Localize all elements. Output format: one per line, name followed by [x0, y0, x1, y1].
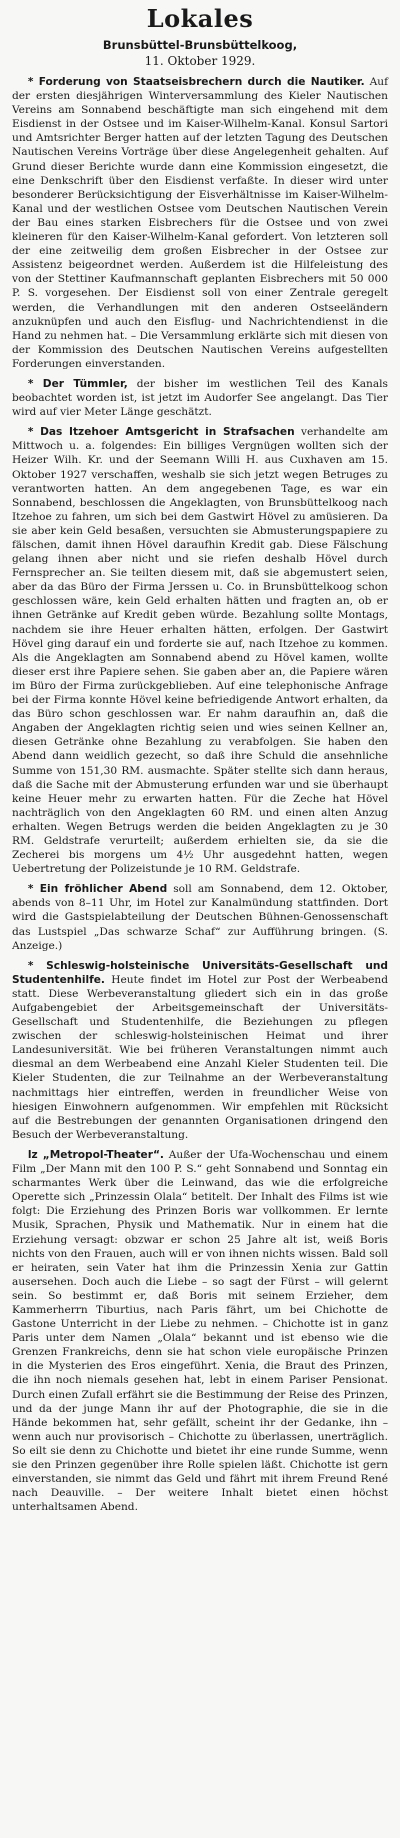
place-line: Brunsbüttel-Brunsbüttelkoog, [102, 38, 298, 52]
article-headline: * Der Tümmler, [27, 377, 128, 390]
article-universitaets-gesellschaft [12, 959, 388, 1142]
article-eisbrecher [12, 75, 388, 371]
date-line: 11. Oktober 1929. [144, 54, 256, 68]
article-headline: * Schleswig-holsteinische Universitäts-Gesellschaft und Studentenhilfe. [12, 959, 388, 986]
article-headline: * Ein fröhlicher Abend [27, 883, 168, 896]
masthead [12, 6, 388, 69]
article-amtsgericht [12, 425, 388, 876]
article-body: der bisher im westlichen Teil des Kanals beobachtet worden ist, ist jetzt im Audorfer See angelangt. Das Tier wird auf vier Meter Länge geschätzt. [12, 377, 388, 419]
article-body: Auf der ersten diesjährigen Winterversammlung des Kieler Nautischen Vereins am Sonnabend beschäftigte man sich eingehend mit dem Eisdienst in der Ostsee und im Kaiser-Wilhelm-Kanal. Konsul Sartori und Amtsrichter Berger hatten auf der letzten Tagung des Deutschen Nautischen Vereins Vorträge über diese Angelegenheit gehalten. Auf Grund dieser Berichte wurde dann eine Kommission eingesetzt, die eine Denkschrift über den Eisdienst verfaßte. In dieser wird unter besonderer Berücksichtigung der Eisverhältnisse im Kaiser-Wilhelm-Kanal und der westlichen Ostsee vom Deutschen Nautischen Verein der Bau eines starken Eisbrechers für die Ostsee und von zwei kleineren für den Kaiser-Wilhelm-Kanal gefordert. Von letzteren soll der eine zeitweilig dem großen Eisbrecher in der Ostsee zur Assistenz beigeordnet werden. Außerdem ist die Hilfeleistung des von der Stettiner Kaufmannschaft geplanten Eisbrechers mit 50 000 P. S. vorgesehen. Der Eisdienst soll von einer Zentrale geregelt werden, die Verhandlungen mit den anderen Ostseeländern anzuknüpfen und auch den Eisflug- und Nachrichtendienst in die Hand zu nehmen hat. – Die Versammlung erklärte sich mit diesen von der Kommission des Deutschen Nautischen Vereins aufgestellten Forderungen einverstanden. [12, 76, 389, 370]
article-body: Heute findet im Hotel zur Post der Werbeabend statt. Diese Werbeveranstaltung gliedert sich ein in das große Aufgabengebiet der Arbeitsgemeinschaft der Universitäts-Gesellschaft und Studentenhilfe, die Beziehungen zu pflegen zwischen der schleswig-holsteinischen Heimat und ihrer Landesuniversität. Wie bei früheren Veranstaltungen nimmt auch diesmal an dem Werbeabend eine Anzahl Kieler Studenten teil. Die Kieler Studenten, die zur Teilnahme an der Werbeveranstaltung nachmittags hier eintreffen, werden in freundlicher Weise von hiesigen Einwohnern aufgenommen. Wir empfehlen mit Rücksicht auf die Bestrebungen der genannten Organisationen dringend den Besuch der Werbeveranstaltung. [12, 973, 388, 1141]
article-body: soll am Sonnabend, dem 12. Oktober, abends von 8–11 Uhr, im Hotel zur Kanalmündung stattfinden. Dort wird die Gastspielabteilung der Deutschen Bühnen-Genossenschaft das Lustspiel „Das schwarze Schaf“ zur Aufführung bringen. (S. Anzeige.) [12, 883, 388, 952]
article-metropol-theater [12, 1148, 388, 1514]
article-tuemmler [12, 377, 388, 419]
article-headline: * Das Itzehoer Amtsgericht in Strafsachen [27, 426, 295, 439]
article-froehlicher-abend [12, 882, 388, 952]
section-title: Lokales [146, 4, 254, 33]
article-headline: lz „Metropol-Theater“. [27, 1148, 164, 1161]
article-body: verhandelte am Mittwoch u. a. folgendes: Ein billiges Vergnügen wollten sich der Heizer Wilh. Kr. und der Seemann Willi H. aus Cuxhaven am 15. Oktober 1927 verschaffen, weshalb sie sich jetzt wegen Betruges zu verantworten hatten. An dem angegebenen Tage, es war ein Sonnabend, beschlossen die Angeklagten, von Brunsbüttelkoog nach Itzehoe zu fahren, um sich bei dem Gastwirt Hövel zu amüsieren. Da sie aber kein Geld besaßen, versuchten sie Abmusterungspapiere zu fälschen, damit ihnen Hövel daraufhin Kredit gab. Diese Fälschung gelang ihnen aber nicht und sie riefen deshalb Hövel durch Fernsprecher an. Sie teilten diesem mit, daß sie abgemustert seien, aber da das Büro der Firma Jerssen u. Co. in Brunsbüttelkoog schon geschlossen wäre, kein Geld erhalten hätten und fragten an, ob er ihnen Getränke auf Kredit geben würde. Bezahlung sollte Montags, nachdem sie ihre Heuer erhalten hätten, erfolgen. Der Gastwirt Hövel ging darauf ein und forderte sie auf, nach Itzehoe zu kommen. Als die Angeklagten am Sonnabend abend zu Hövel kamen, wollte dieser erst ihre Papiere sehen. Sie gaben aber an, die Papiere wären im Büro der Firma zurückgeblieben. Auf eine telephonische Anfrage bei der Firma konnte Hövel keine befriedigende Antwort erhalten, da das Büro schon geschlossen war. Er nahm daraufhin an, daß die Angaben der Angeklagten richtig seien und wies seinen Kellner an, diesen Getränke ohne Bezahlung zu verabfolgen. Sie haben den Abend dann weidlich gezecht, so daß ihre Schuld die ansehnliche Summe von 151,30 RM. ausmachte. Später stellte sich dann heraus, daß die Sache mit der Abmusterung erfunden war und sie überhaupt keine Heuer mehr zu erwarten hatten. Für die Zeche hat Hövel nachträglich von den Angeklagten 60 RM. und einen alten Anzug erhalten. Wegen Betrugs werden die beiden Angeklagten zu je 30 RM. Geldstrafe verurteilt; außerdem erhielten sie, da sie die Zecherei bis morgens um 4½ Uhr ausgedehnt hatten, wegen Uebertretung der Polizeistunde je 10 RM. Geldstrafe. [12, 426, 388, 876]
article-headline: * Forderung von Staatseisbrechern durch die Nautiker. [27, 76, 365, 88]
article-body: Außer der Ufa-Wochenschau und einem Film „Der Mann mit den 100 P. S.“ geht Sonnabend und Sonntag ein scharmantes Werk über die Leinwand, das wie die erfolgreiche Operette sich „Prinzessin Olala“ betitelt. Der Inhalt des Films ist wie folgt: Die Erziehung des Prinzen Boris war vollkommen. Er lernte Musik, Sprachen, Physik und Mathematik. Nur in einem hat die Erziehung versagt: obzwar er schon 25 Jahre alt ist, weiß Boris nichts von den Frauen, auch will er von ihnen nichts wissen. Bald soll er heiraten, sein Vater hat ihm die Prinzessin Xenia zur Gattin ausersehen. Doch auch die Liebe – so sagt der Fürst – will gelernt sein. So bestimmt er, daß Boris mit seinem Erzieher, dem Kammerherrn Tiburtius, nach Paris fährt, um bei Chichotte de Gastone Unterricht in der Liebe zu nehmen. – Chichotte ist in ganz Paris unter dem Namen „Olala“ bekannt und ist ebenso wie die Grenzen Frankreichs, denn sie hat schon viele europäische Prinzen in die Mysterien des Eros eingeführt. Xenia, die Braut des Prinzen, die ihn noch niemals gesehen hat, lebt in einem Pariser Pensionat. Durch einen Zufall erfährt sie die Bestimmung der Reise des Prinzen, und da der junge Mann ihr auf der Photographie, die sie in die Hände bekommen hat, sehr gefällt, scheint ihr der Gedanke, ihn – wenn auch nur provisorisch – Chichotte zu überlassen, unerträglich. So eilt sie denn zu Chichotte und bietet ihr eine runde Summe, wenn sie den Prinzen gegenüber ihre Rolle spielen läßt. Chichotte ist gern einverstanden, sie nimmt das Geld und fährt mit ihrem Freund René nach Deauville. – Der weitere Inhalt bietet einen höchst unterhaltsamen Abend. [12, 1148, 388, 1514]
